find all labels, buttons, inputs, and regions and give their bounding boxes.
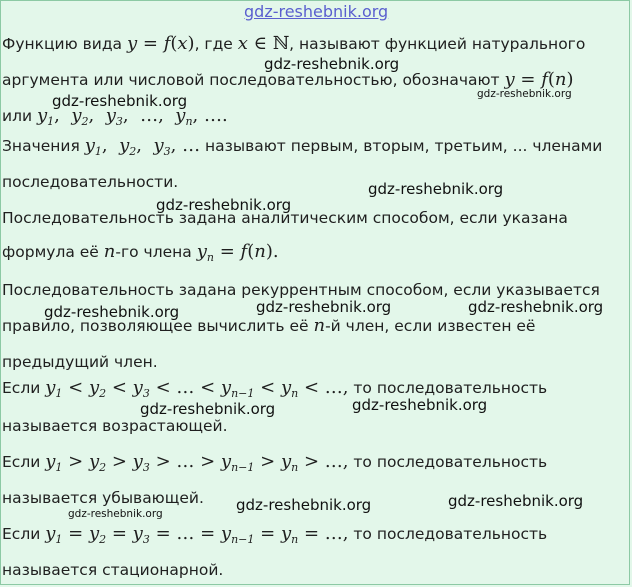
watermark-text: gdz-reshebnik.org bbox=[140, 400, 276, 418]
text-line-15: Если $y_1 = y_2 = y_3$ = … = $y_{n-1} = y_n$ = …, то последовательность bbox=[2, 523, 548, 546]
watermark-text: gdz-reshebnik.org bbox=[264, 55, 400, 73]
text-line-3: или $y_1$, $y_2$, $y_3$, …, $y_n$, …. bbox=[2, 105, 228, 128]
text-line-5: последовательности. bbox=[2, 173, 179, 191]
text-line-2: аргумента или числовой последовательностью, обозначают y = f(n) bbox=[2, 69, 574, 90]
text-line-1: Функцию вида y = f(x), где x ∈ ℕ, называют функцией натурального bbox=[2, 33, 586, 54]
text-line-12: называется возрастающей. bbox=[2, 417, 228, 435]
formula-increasing: $y_1 < y_2 < y_3$ < … < $y_{n-1} < y_n$ < …, bbox=[45, 377, 349, 400]
watermark-text: gdz-reshebnik.org bbox=[156, 196, 292, 214]
formula-values-list: $y_1$, $y_2$, $y_3$, … bbox=[84, 135, 201, 158]
formula-n-2: n bbox=[313, 315, 326, 336]
formula-yn-equals-f-n: $y_n = f(n)$. bbox=[196, 241, 279, 264]
watermark-text: gdz-reshebnik.org bbox=[368, 180, 504, 198]
watermark-text: gdz-reshebnik.org bbox=[256, 298, 392, 316]
formula-stationary: $y_1 = y_2 = y_3$ = … = $y_{n-1} = y_n$ = …, bbox=[45, 523, 349, 546]
text-line-16: называется стационарной. bbox=[2, 561, 224, 579]
text-line-7: формула её n-го члена $y_n = f(n)$. bbox=[2, 241, 279, 264]
watermark-text: gdz-reshebnik.org bbox=[236, 496, 372, 514]
text-line-6: Последовательность задана аналитическим способом, если указана bbox=[2, 209, 568, 227]
text-line-4: Значения $y_1$, $y_2$, $y_3$, … называют первым, вторым, третьим, ... членами bbox=[2, 135, 603, 158]
watermark-text: gdz-reshebnik.org bbox=[52, 92, 188, 110]
text-line-10: предыдущий член. bbox=[2, 353, 158, 371]
header-watermark-link[interactable]: gdz-reshebnik.org bbox=[244, 2, 389, 21]
formula-y-equals-f-n: y = f(n) bbox=[504, 69, 574, 90]
watermark-text: gdz-reshebnik.org bbox=[448, 492, 584, 510]
text-line-14: называется убывающей. bbox=[2, 489, 204, 507]
formula-y-equals-f-x: y = f(x) bbox=[126, 33, 195, 54]
watermark-text: gdz-reshebnik.org bbox=[477, 88, 572, 100]
formula-n: n bbox=[103, 241, 116, 262]
watermark-text: gdz-reshebnik.org bbox=[68, 508, 163, 520]
formula-sequence-list: $y_1$, $y_2$, $y_3$, …, $y_n$, …. bbox=[37, 105, 228, 128]
watermark-text: gdz-reshebnik.org bbox=[352, 396, 488, 414]
text-line-8: Последовательность задана рекуррентным способом, если указывается bbox=[2, 281, 600, 299]
formula-decreasing: $y_1 > y_2 > y_3$ > … > $y_{n-1} > y_n$ > …, bbox=[45, 451, 349, 474]
formula-x-in-n: x ∈ ℕ bbox=[237, 33, 290, 54]
watermark-text: gdz-reshebnik.org bbox=[468, 298, 604, 316]
text-line-11: Если $y_1 < y_2 < y_3$ < … < $y_{n-1} < y_n$ < …, то последовательность bbox=[2, 377, 548, 400]
text-line-9: правило, позволяющее вычислить её n-й член, если известен её bbox=[2, 315, 536, 336]
text-line-13: Если $y_1 > y_2 > y_3$ > … > $y_{n-1} > y_n$ > …, то последовательность bbox=[2, 451, 548, 474]
watermark-text: gdz-reshebnik.org bbox=[44, 303, 180, 321]
